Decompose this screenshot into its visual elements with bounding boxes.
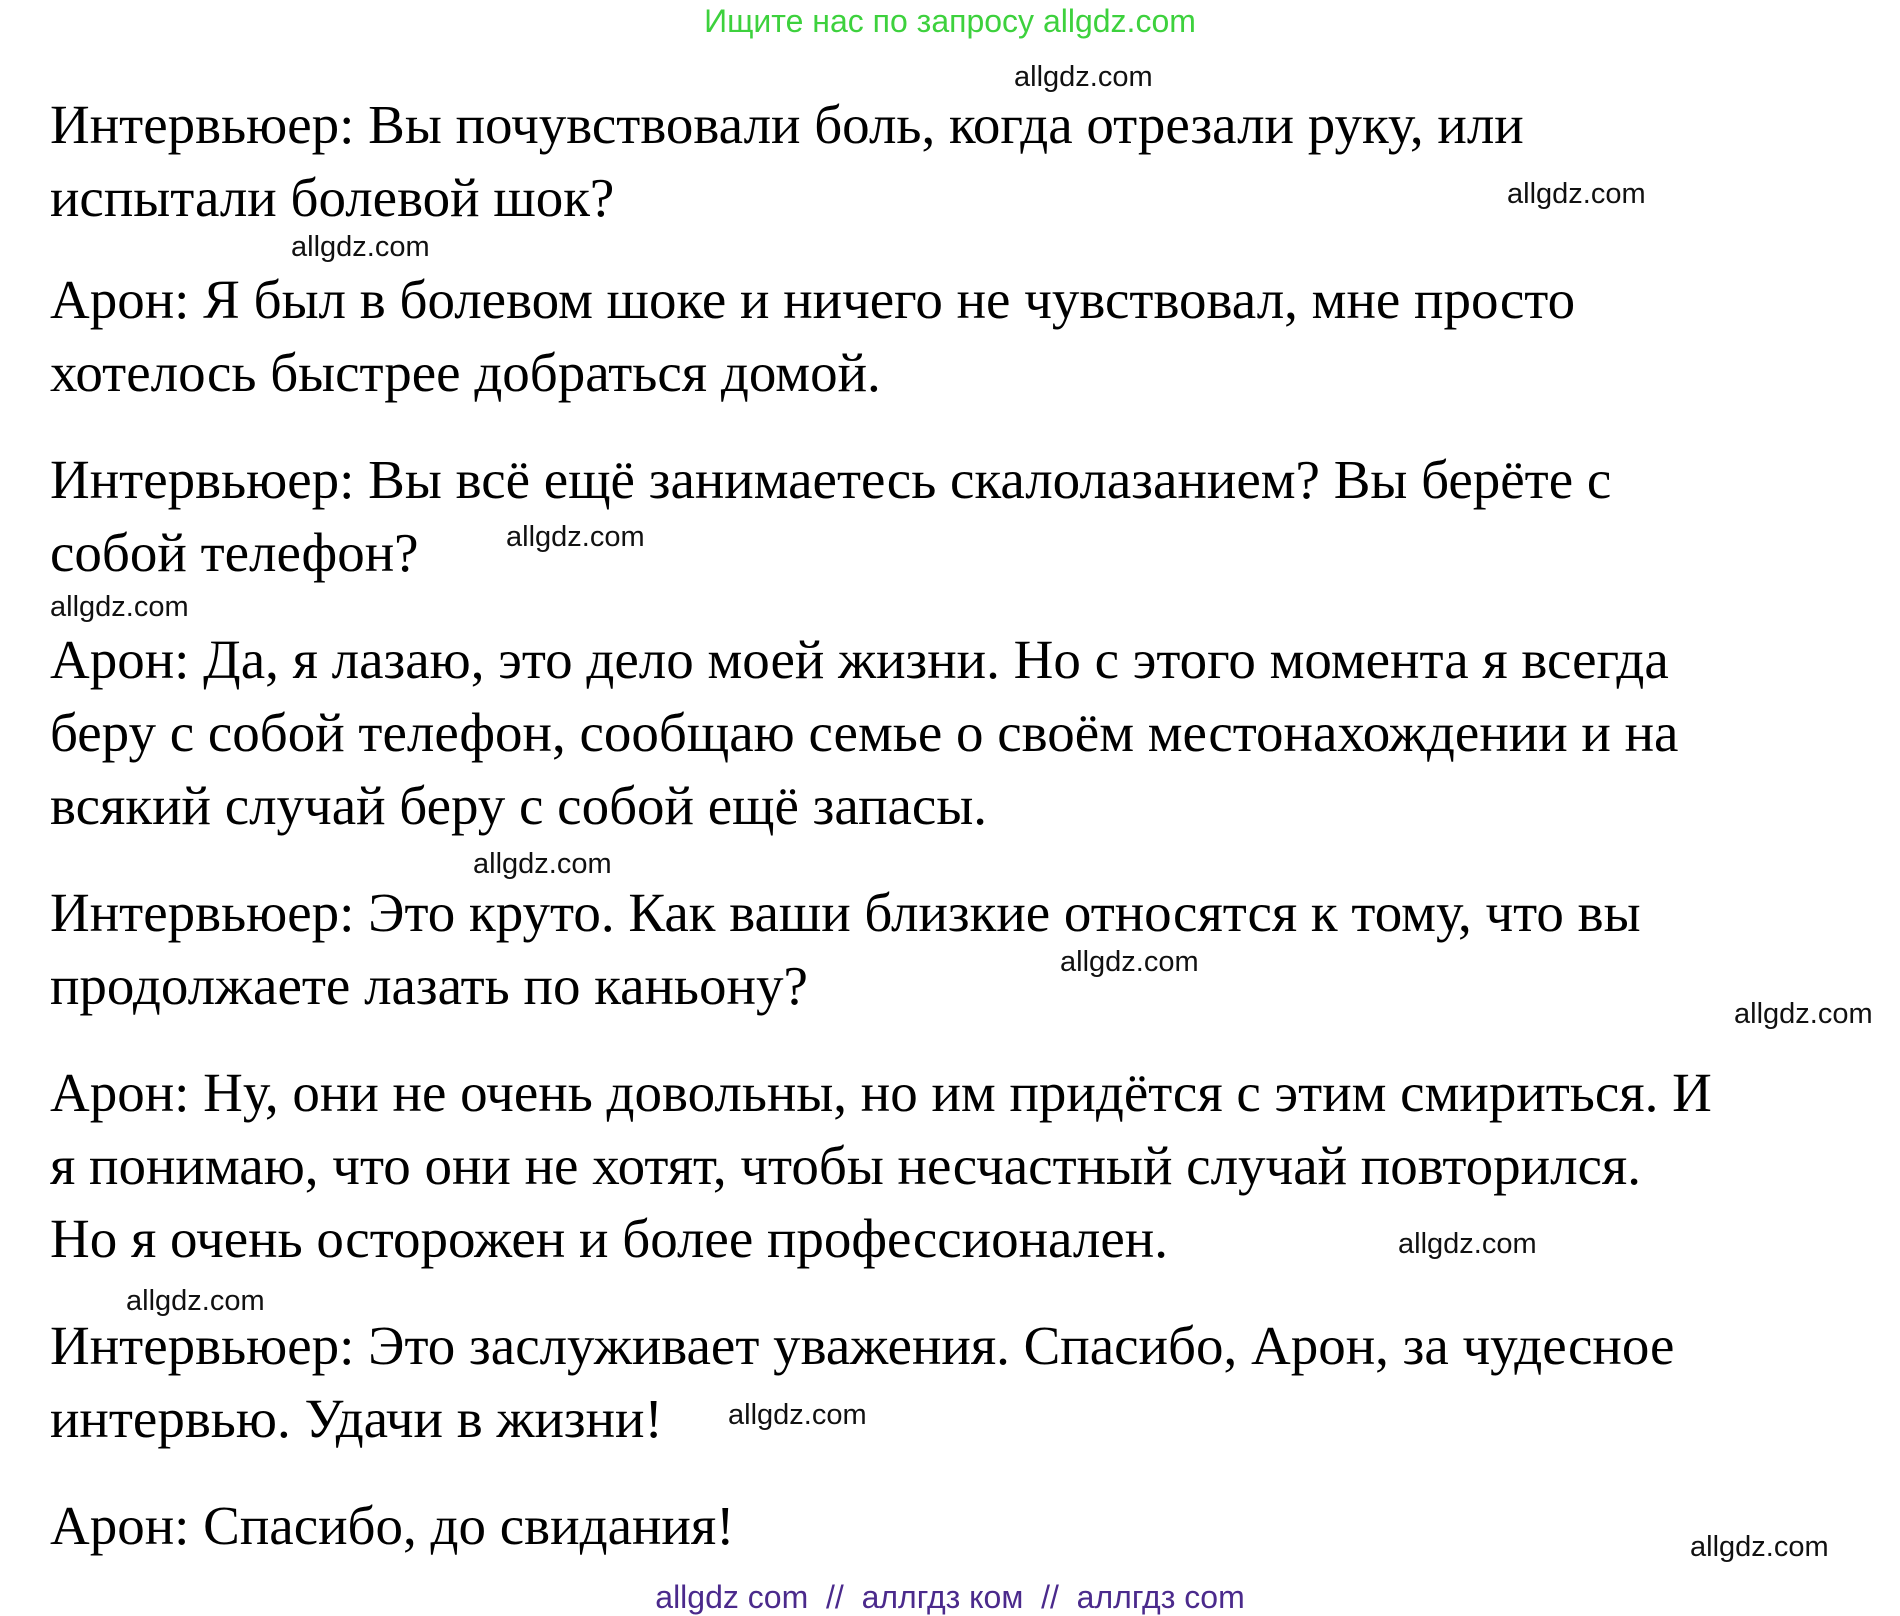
dialogue-paragraph-aron-1 [50, 263, 1575, 409]
dialogue-line: Арон: Да, я лазаю, это дело моей жизни. Но с этого момента я всегда [50, 629, 1669, 690]
dialogue-line: Арон: Ну, они не очень довольны, но им придётся с этим смириться. И [50, 1062, 1712, 1123]
dialogue-paragraph-interviewer-1 [50, 88, 1524, 234]
watermark: allgdz.com [1734, 998, 1873, 1030]
dialogue-line: продолжаете лазать по каньону? [50, 955, 808, 1016]
top-banner: Ищите нас по запросу allgdz.com [704, 3, 1196, 39]
footer-links: allgdz com // аллгдз ком // аллгдз com [655, 1579, 1245, 1615]
watermark: allgdz.com [1060, 946, 1199, 978]
dialogue-line: Интервьюер: Это заслуживает уважения. Спасибо, Арон, за чудесное [50, 1315, 1675, 1376]
dialogue-paragraph-interviewer-3 [50, 876, 1641, 1022]
watermark: allgdz.com [50, 591, 189, 623]
dialogue-paragraph-aron-4 [50, 1489, 734, 1562]
watermark: allgdz.com [291, 231, 430, 263]
watermark: allgdz.com [506, 521, 645, 553]
dialogue-paragraph-aron-2 [50, 623, 1678, 842]
dialogue-line: всякий случай беру с собой ещё запасы. [50, 775, 988, 836]
watermark: allgdz.com [1398, 1228, 1537, 1260]
dialogue-line: Интервьюер: Вы почувствовали боль, когда отрезали руку, или [50, 94, 1524, 155]
dialogue-line: Интервьюер: Вы всё ещё занимаетесь скалолазанием? Вы берёте с [50, 449, 1612, 510]
watermark: allgdz.com [126, 1285, 265, 1317]
dialogue-paragraph-interviewer-4 [50, 1309, 1674, 1455]
dialogue-paragraph-interviewer-2 [50, 443, 1611, 589]
dialogue-line: Интервьюер: Это круто. Как ваши близкие относятся к тому, что вы [50, 882, 1641, 943]
watermark: allgdz.com [473, 848, 612, 880]
dialogue-line: испытали болевой шок? [50, 167, 615, 228]
dialogue-line: хотелось быстрее добраться домой. [50, 342, 881, 403]
dialogue-line: собой телефон? [50, 522, 419, 583]
watermark: allgdz.com [1014, 61, 1153, 93]
dialogue-line: Но я очень осторожен и более профессионален. [50, 1208, 1168, 1269]
watermark: allgdz.com [1690, 1531, 1829, 1563]
watermark: allgdz.com [728, 1399, 867, 1431]
watermark: allgdz.com [1507, 178, 1646, 210]
dialogue-line: я понимаю, что они не хотят, чтобы несчастный случай повторился. [50, 1135, 1641, 1196]
dialogue-line: Арон: Я был в болевом шоке и ничего не чувствовал, мне просто [50, 269, 1576, 330]
dialogue-line: беру с собой телефон, сообщаю семье о своём местонахождении и на [50, 702, 1679, 763]
dialogue-line: интервью. Удачи в жизни! [50, 1388, 663, 1449]
dialogue-line: Арон: Спасибо, до свидания! [50, 1495, 735, 1556]
